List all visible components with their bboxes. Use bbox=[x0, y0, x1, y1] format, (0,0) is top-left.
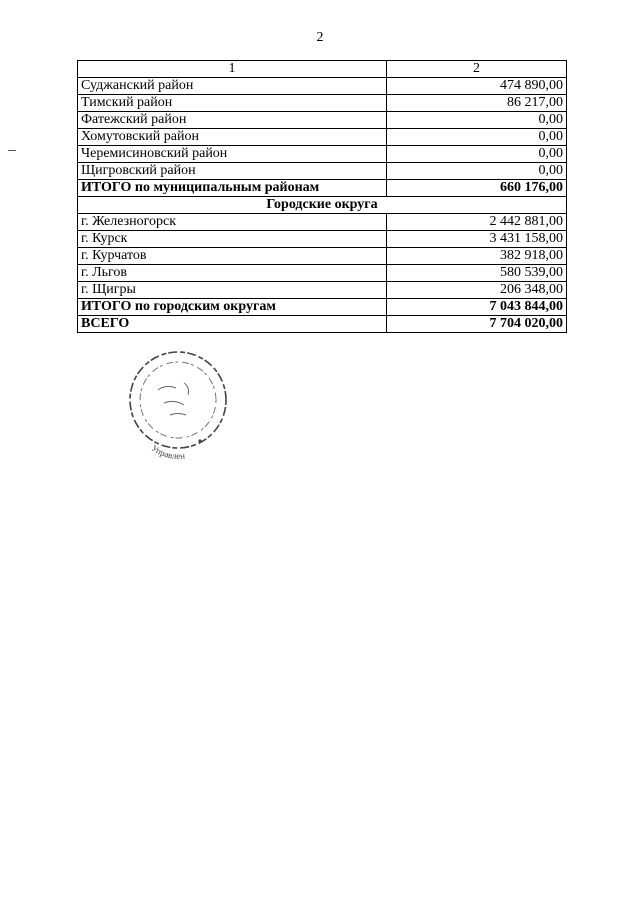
page-number: 2 bbox=[316, 30, 324, 45]
row-name: г. Щигры bbox=[78, 282, 387, 299]
margin-mark bbox=[8, 150, 16, 151]
grand-total-label: ВСЕГО bbox=[78, 316, 387, 333]
seal-stamp-icon bbox=[118, 345, 238, 465]
section-title: Городские округа bbox=[78, 197, 567, 214]
row-name: г. Курчатов bbox=[78, 248, 387, 265]
table-row bbox=[78, 282, 567, 299]
municipal-total-label: ИТОГО по муниципальным районам bbox=[78, 180, 387, 197]
city-total-label: ИТОГО по городским округам bbox=[78, 299, 387, 316]
column-header-1: 1 bbox=[78, 61, 387, 78]
row-value: 474 890,00 bbox=[387, 78, 567, 95]
row-value: 0,00 bbox=[387, 146, 567, 163]
row-value: 382 918,00 bbox=[387, 248, 567, 265]
row-name: Суджанский район bbox=[78, 78, 387, 95]
table-row bbox=[78, 163, 567, 180]
row-value: 0,00 bbox=[387, 112, 567, 129]
row-value: 3 431 158,00 bbox=[387, 231, 567, 248]
table-row bbox=[78, 214, 567, 231]
row-value: 86 217,00 bbox=[387, 95, 567, 112]
table-row bbox=[78, 146, 567, 163]
table-row bbox=[78, 95, 567, 112]
table-row bbox=[78, 265, 567, 282]
row-name: Фатежский район bbox=[78, 112, 387, 129]
row-value: 206 348,00 bbox=[387, 282, 567, 299]
section-header-row bbox=[78, 197, 567, 214]
row-name: Черемисиновский район bbox=[78, 146, 387, 163]
municipal-total-value: 660 176,00 bbox=[387, 180, 567, 197]
table-row bbox=[78, 112, 567, 129]
row-value: 580 539,00 bbox=[387, 265, 567, 282]
stamp-text: Управлен bbox=[149, 442, 186, 461]
row-value: 0,00 bbox=[387, 163, 567, 180]
grand-total-value: 7 704 020,00 bbox=[387, 316, 567, 333]
table-row bbox=[78, 78, 567, 95]
row-name: Хомутовский район bbox=[78, 129, 387, 146]
city-total-row bbox=[78, 299, 567, 316]
column-header-2: 2 bbox=[387, 61, 567, 78]
row-name: Щигровский район bbox=[78, 163, 387, 180]
table-header-row bbox=[78, 61, 567, 78]
row-name: г. Курск bbox=[78, 231, 387, 248]
grand-total-row bbox=[78, 316, 567, 333]
city-total-value: 7 043 844,00 bbox=[387, 299, 567, 316]
budget-table bbox=[77, 60, 567, 333]
row-value: 2 442 881,00 bbox=[387, 214, 567, 231]
table-row bbox=[78, 248, 567, 265]
row-value: 0,00 bbox=[387, 129, 567, 146]
municipal-total-row bbox=[78, 180, 567, 197]
table-row bbox=[78, 129, 567, 146]
row-name: Тимский район bbox=[78, 95, 387, 112]
row-name: г. Железногорск bbox=[78, 214, 387, 231]
row-name: г. Льгов bbox=[78, 265, 387, 282]
table-row bbox=[78, 231, 567, 248]
svg-text:Управлен bbox=[150, 443, 186, 461]
